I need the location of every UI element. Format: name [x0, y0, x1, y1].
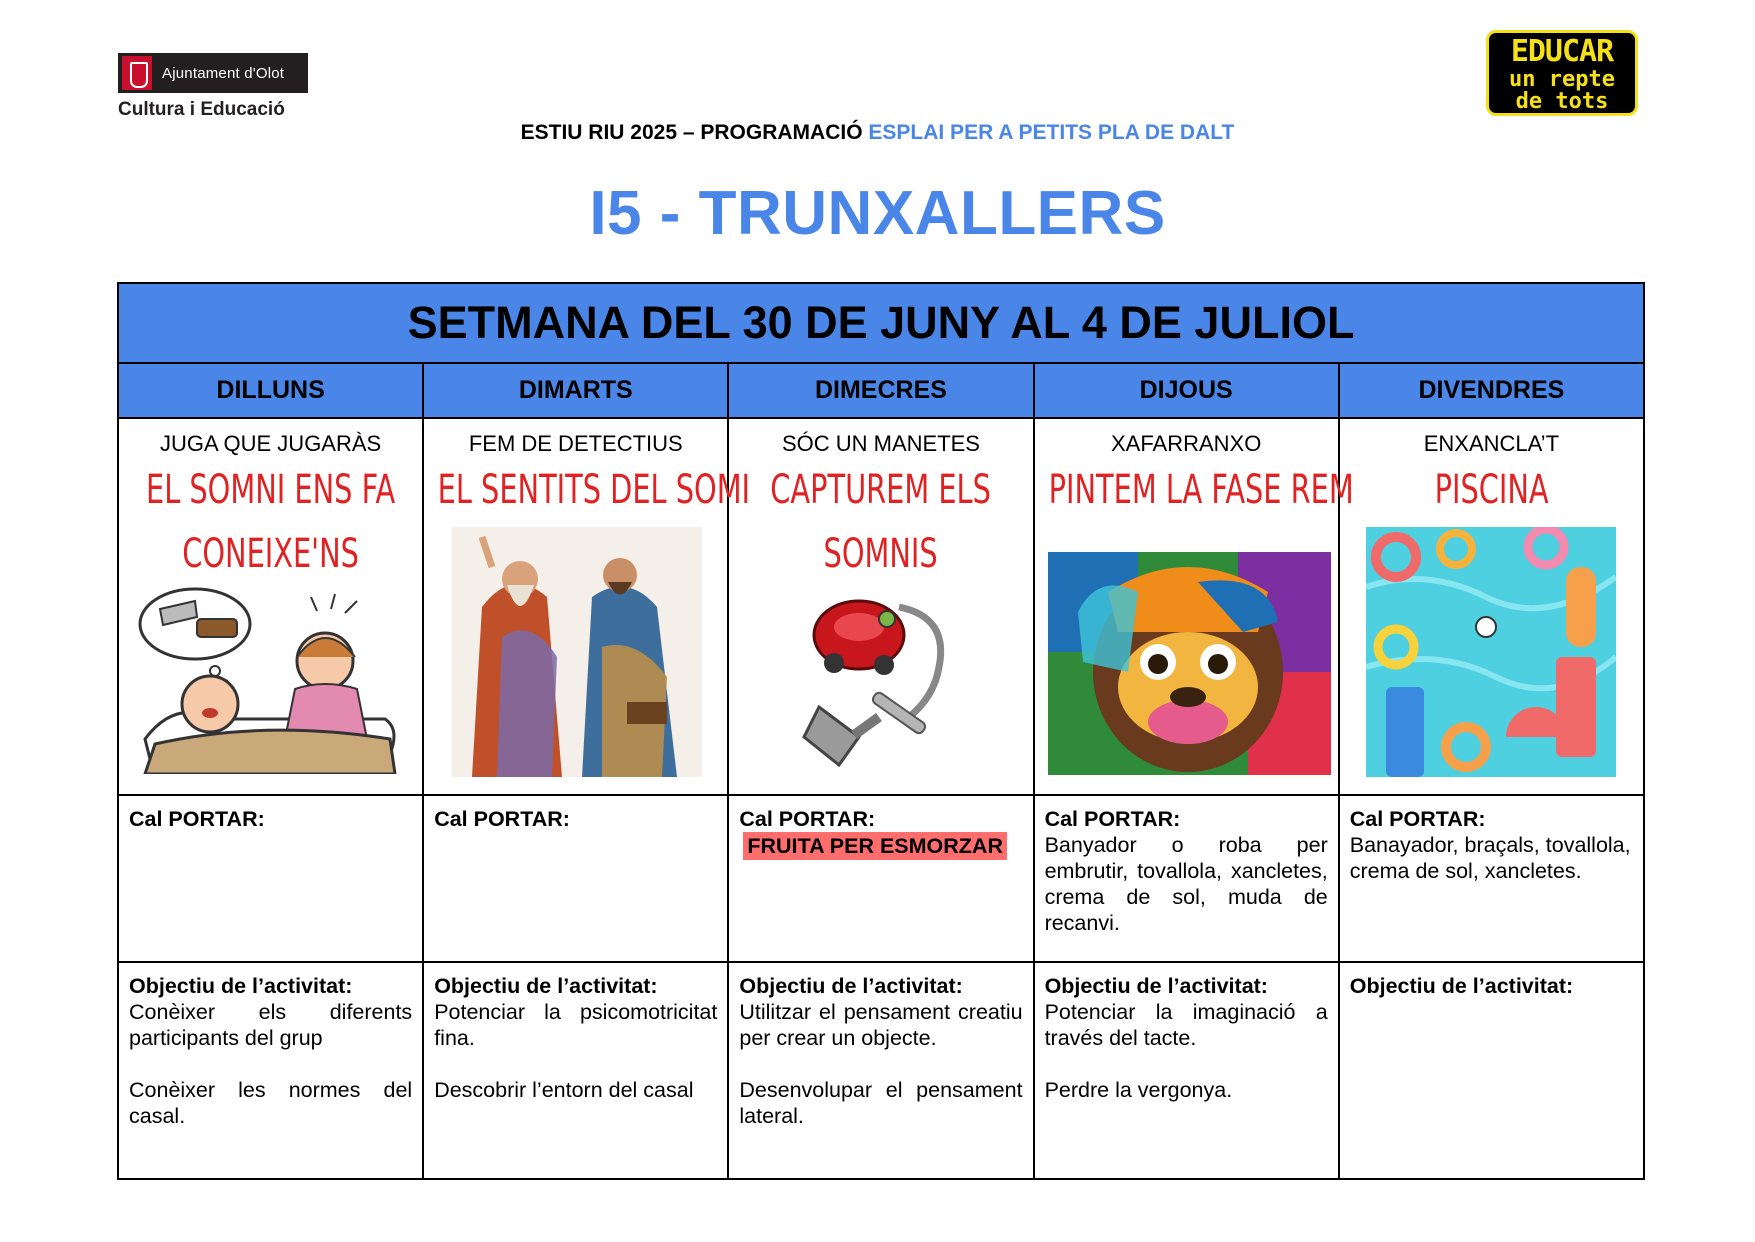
institution-logo [118, 53, 308, 121]
day-header: DIMARTS [423, 363, 728, 418]
activity-title: CAPTUREM ELS [770, 467, 992, 513]
objective-cell [728, 962, 1033, 1179]
objective-text: Perdre la vergonya. [1044, 1078, 1233, 1102]
subtitle-highlight: ESPLAI PER A PETITS PLA DE DALT [868, 121, 1235, 144]
objective-label: Objectiu de l’activitat: [434, 974, 658, 998]
activity-title: PISCINA [1434, 467, 1549, 513]
bring-cell [423, 795, 728, 962]
activity-title: SOMNIS [823, 531, 939, 577]
crest-icon [122, 56, 152, 90]
bring-cell [728, 795, 1033, 962]
subtitle-prefix: ESTIU RIU 2025 – PROGRAMACIÓ [520, 121, 869, 144]
activity-cell [423, 418, 751, 795]
activity-category: JUGA QUE JUGARÀS [159, 431, 382, 456]
partner-logo-line2: un repte [1509, 67, 1615, 92]
activity-category: FEM DE DETECTIUS [468, 431, 683, 456]
objective-cell [1339, 962, 1644, 1179]
objective-text: Utilitzar el pensament creatiu per crear un objecte. [739, 1000, 1023, 1050]
institution-logo-bar [118, 53, 308, 93]
objective-label: Objectiu de l’activitat: [129, 974, 353, 998]
objective-text: Desenvolupar el pensament lateral. [739, 1078, 1023, 1128]
objective-label: Objectiu de l’activitat: [739, 974, 963, 998]
bring-label: Cal PORTAR: [1044, 807, 1181, 831]
department-name: Cultura i Educació [118, 99, 285, 120]
bring-text: Banayador, braçals, tovallola, crema de sol, xancletes. [1349, 833, 1631, 883]
objective-text: Potenciar la imaginació a través del tacte. [1044, 1000, 1328, 1050]
objective-text: Descobrir l’entorn del casal [434, 1078, 694, 1102]
activity-cell [1034, 418, 1354, 795]
activity-category: XAFARRANXO [1110, 431, 1262, 456]
activity-title: PINTEM LA FASE REM [1048, 467, 1354, 513]
pop-art-monkey [1048, 552, 1331, 775]
week-heading: SETMANA DEL 30 DE JUNY AL 4 DE JULIOL [118, 283, 1644, 363]
snoring-couple-illustration [135, 579, 405, 774]
objective-label: Objectiu de l’activitat: [1044, 974, 1268, 998]
bring-label: Cal PORTAR: [1349, 807, 1486, 831]
bring-label: Cal PORTAR: [129, 807, 265, 831]
philosophers-painting [452, 527, 702, 777]
bring-label: Cal PORTAR: [739, 807, 876, 831]
objective-text: Conèixer les normes del casal. [129, 1078, 413, 1128]
objective-cell [118, 962, 423, 1179]
day-header: DIMECRES [728, 363, 1033, 418]
bring-cell [1034, 795, 1339, 962]
objective-cell [1034, 962, 1339, 1179]
vacuum-cleaner-icon [799, 587, 959, 767]
objective-text: Potenciar la psicomotricitat fina. [434, 1000, 718, 1050]
activity-category: SÓC UN MANETES [781, 431, 980, 456]
bring-label: Cal PORTAR: [434, 807, 570, 831]
day-header: DIJOUS [1034, 363, 1339, 418]
bring-cell [118, 795, 423, 962]
partner-logo-line3: de tots [1515, 89, 1609, 114]
activity-title: CONEIXE'NS [182, 531, 359, 577]
day-header: DILLUNS [118, 363, 423, 418]
activity-title: EL SOMNI ENS FA [145, 467, 396, 513]
objective-cell [423, 962, 728, 1179]
page-title: I5 - TRUNXALLERS [589, 179, 1166, 248]
program-subtitle [0, 121, 1755, 145]
activity-cell [1339, 418, 1644, 795]
pool-floats-illustration [1366, 527, 1616, 777]
day-header: DIVENDRES [1339, 363, 1644, 418]
partner-logo-line1: EDUCAR [1510, 34, 1614, 69]
institution-name: Ajuntament d'Olot [162, 64, 285, 82]
objective-label: Objectiu de l’activitat: [1349, 974, 1574, 998]
bring-highlight: FRUITA PER ESMORZAR [743, 832, 1007, 860]
partner-logo [1486, 30, 1638, 116]
activity-cell [728, 418, 1033, 795]
activity-cell [118, 418, 423, 795]
activity-category: ENXANCLA’T [1423, 431, 1560, 456]
activity-title: EL SENTITS DEL SOMI [437, 467, 751, 513]
schedule-table [117, 282, 1645, 1180]
bring-cell [1339, 795, 1644, 962]
bring-text: Banyador o roba per embrutir, tovallola, xancletes, crema de sol, muda de recanvi. [1044, 833, 1328, 935]
objective-text: Conèixer els diferents participants del grup [129, 1000, 413, 1050]
